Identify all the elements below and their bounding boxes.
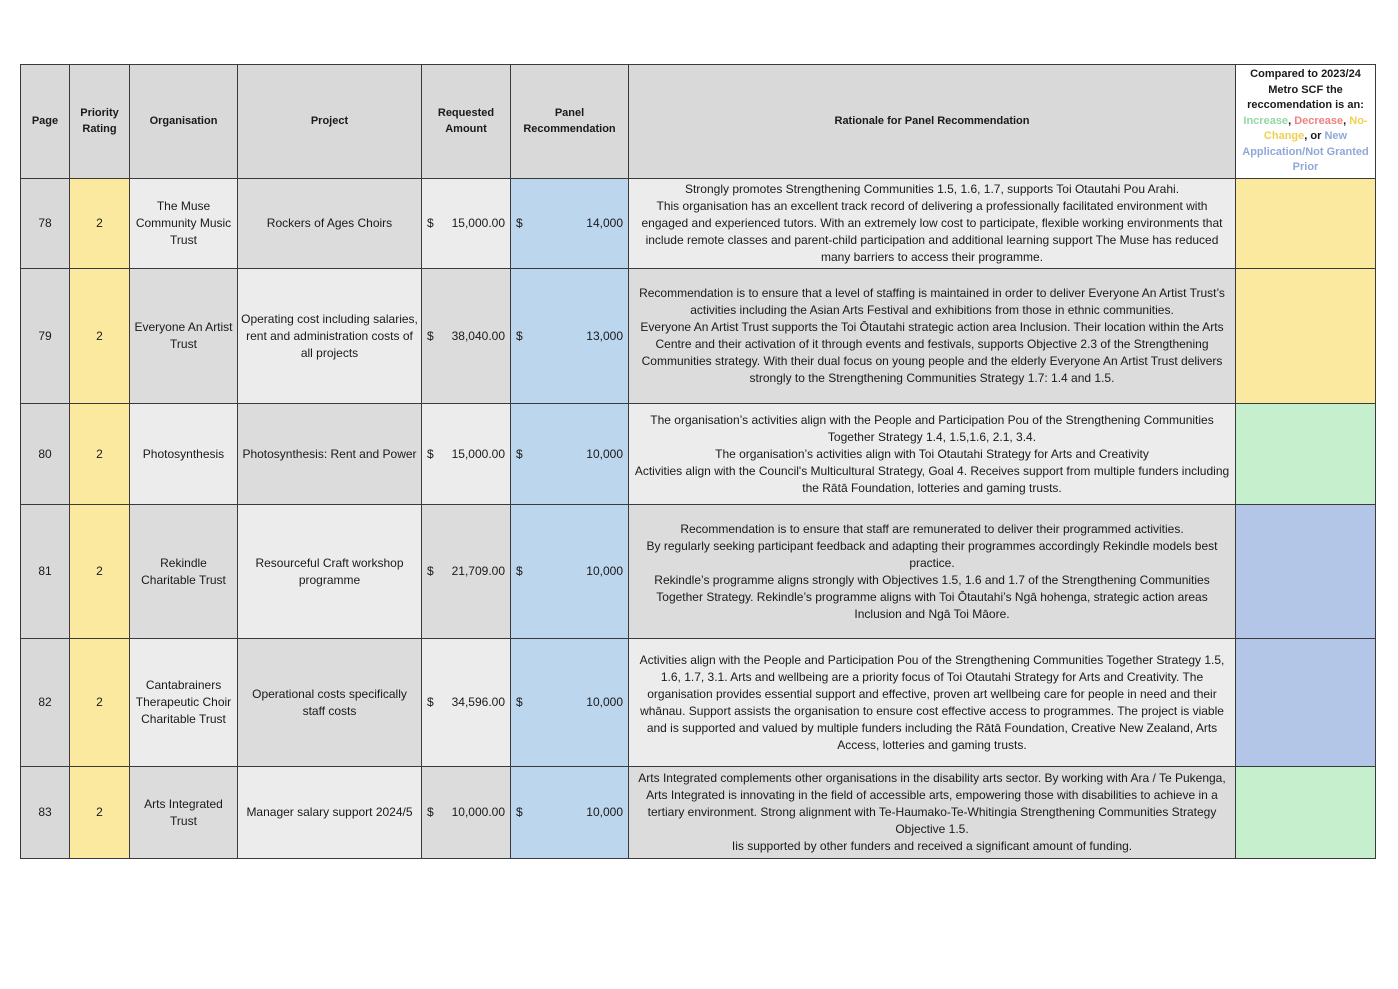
organisation-cell: The Muse Community Music Trust <box>130 179 238 269</box>
comparison-status-cell <box>1236 269 1376 404</box>
header-rationale: Rationale for Panel Recommendation <box>629 65 1236 179</box>
table-row <box>21 639 1376 767</box>
rationale-paragraph: Recommendation is to ensure that a level of staffing is maintained in order to deliver Everyone An Artist Trust’s activities including the Asian Arts Festival and exhibitions from those in ethnic communities. <box>639 286 1225 317</box>
comparison-prefix: Compared to 2023/24 Metro SCF the reccomendation is an: <box>1247 68 1364 112</box>
panel-recommendation-value: 14,000 <box>586 216 623 230</box>
priority-rating-cell: 2 <box>70 767 130 859</box>
panel-recommendation-value: 10,000 <box>586 564 623 578</box>
legend-no-change: No-Change <box>1263 114 1368 143</box>
project-cell: Manager salary support 2024/5 <box>238 767 422 859</box>
requested-amount-cell <box>422 767 511 859</box>
requested-amount-value: 38,040.00 <box>451 328 505 343</box>
organisation-cell: Photosynthesis <box>130 404 238 505</box>
header-requested: Requested Amount <box>422 65 511 179</box>
panel-recommendation-cell <box>511 269 629 404</box>
comparison-status-cell <box>1236 505 1376 639</box>
requested-amount-cell <box>422 404 511 505</box>
header-page: Page <box>21 65 70 179</box>
currency-symbol: $ <box>427 216 434 230</box>
header-organisation: Organisation <box>130 65 238 179</box>
requested-amount-cell <box>422 505 511 639</box>
priority-rating-cell: 2 <box>70 505 130 639</box>
comparison-status-cell <box>1236 767 1376 859</box>
project-cell: Rockers of Ages Choirs <box>238 179 422 269</box>
rationale-cell <box>629 639 1236 767</box>
page-number-cell: 81 <box>21 505 70 639</box>
legend-increase: Increase <box>1243 114 1289 127</box>
header-row <box>21 65 1376 179</box>
requested-amount-cell <box>422 179 511 269</box>
currency-symbol: $ <box>516 446 523 461</box>
rationale-paragraph: Arts Integrated complements other organisations in the disability arts sector. By working with Ara / Te Pukenga, Arts Integrated is innovating in the field of accessible arts, empowering those with disabilities to achieve in a tertiary environment. Strong alignment with Te-Haumako-Te-Whitingia Strengthening Communities Strategy Objective 1.5. <box>638 771 1226 836</box>
header-priority: Priority Rating <box>70 65 130 179</box>
requested-amount-value: 15,000.00 <box>451 216 505 230</box>
rationale-cell <box>629 269 1236 404</box>
rationale-cell <box>629 505 1236 639</box>
project-cell: Photosynthesis: Rent and Power <box>238 404 422 505</box>
funding-recommendations-table <box>20 64 1376 859</box>
page-number-cell: 83 <box>21 767 70 859</box>
currency-symbol: $ <box>516 564 523 578</box>
table-row <box>21 179 1376 269</box>
rationale-paragraph: This organisation has an excellent track record of delivering a professionally facilitated environment with engaged and experienced tutors. With an extremely low cost to participate, flexible working environments that include remote classes and parent-child participation and additional learning support The Muse has reduced many barriers to access their programme. <box>641 199 1223 264</box>
panel-recommendation-value: 10,000 <box>586 446 623 461</box>
panel-recommendation-cell <box>511 404 629 505</box>
table-row <box>21 269 1376 404</box>
rationale-paragraph: Strongly promotes Strengthening Communities 1.5, 1.6, 1.7, supports Toi Otautahi Pou Arahi. <box>684 182 1180 196</box>
rationale-paragraph: Iis supported by other funders and received a significant amount of funding. <box>731 839 1133 853</box>
organisation-cell: Arts Integrated Trust <box>130 767 238 859</box>
organisation-cell: Rekindle Charitable Trust <box>130 505 238 639</box>
rationale-cell <box>629 179 1236 269</box>
priority-rating-cell: 2 <box>70 179 130 269</box>
comparison-status-cell <box>1236 404 1376 505</box>
requested-amount-value: 15,000.00 <box>451 446 505 461</box>
table-row <box>21 404 1376 505</box>
header-comparison: Compared to 2023/24 Metro SCF the reccomendation is an: Increase, Decrease, No-Change, or New Application/Not Granted Prior <box>1236 65 1376 179</box>
currency-symbol: $ <box>427 805 434 819</box>
rationale-paragraph: Everyone An Artist Trust supports the Toi Ōtautahi strategic action area Inclusion. Their location within the Arts Centre and their activation of it through events and festivals, supports Objective 2.3 of the Strengthening Communities strategy. With their dual focus on young people and the elderly Everyone An Artist Trust delivers strongly to the Strengthening Communities Strategy 1.7: 1.4 and 1.5. <box>640 320 1224 385</box>
priority-rating-cell: 2 <box>70 269 130 404</box>
page-number-cell: 80 <box>21 404 70 505</box>
requested-amount-cell <box>422 269 511 404</box>
currency-symbol: $ <box>516 216 523 230</box>
currency-symbol: $ <box>427 695 434 709</box>
table-row <box>21 767 1376 859</box>
rationale-cell <box>629 767 1236 859</box>
requested-amount-cell <box>422 639 511 767</box>
rationale-paragraph: The organisation’s activities align with Toi Otautahi Strategy for Arts and Creativity <box>715 446 1149 461</box>
currency-symbol: $ <box>427 564 434 578</box>
table-body <box>21 179 1376 859</box>
panel-recommendation-value: 10,000 <box>586 805 623 819</box>
priority-rating-cell: 2 <box>70 639 130 767</box>
rationale-cell <box>629 404 1236 505</box>
rationale-paragraph: Rekindle’s programme aligns strongly with Objectives 1.5, 1.6 and 1.7 of the Strengthening Communities Together Strategy. Rekindle’s programme aligns with Toi Ōtautahi’s Ngā hohenga, strategic action areas Inclusion and Ngā Toi Māore. <box>654 572 1210 621</box>
rationale-paragraph: Activities align with the Council's Multicultural Strategy, Goal 4. Receives support from multiple funders including the Rātā Foundation, lotteries and gaming trusts. <box>634 463 1230 495</box>
legend-new-application: New Application/Not Granted Prior <box>1242 130 1369 174</box>
project-cell: Resourceful Craft workshop programme <box>238 505 422 639</box>
panel-recommendation-value: 13,000 <box>586 328 623 343</box>
currency-symbol: $ <box>516 695 523 709</box>
currency-symbol: $ <box>516 805 523 819</box>
rationale-paragraph: Activities align with the People and Participation Pou of the Strengthening Communities Together Strategy 1.5, 1.6, 1.7, 3.1. Arts and wellbeing are a priority focus of Toi Otautahi Strategy for Arts and Creativity. The organisation provides essential support and effective, proven art wellbeing care for people in need and their whānau. Support assists the organisation to ensure cost effective access to programmes. The project is viable and is supported and valued by multiple funders including the Rātā Foundation, Creative New Zealand, Arts Access, lotteries and gaming trusts. <box>639 652 1225 752</box>
organisation-cell: Everyone An Artist Trust <box>130 269 238 404</box>
comparison-status-cell <box>1236 639 1376 767</box>
project-cell: Operating cost including salaries, rent and administration costs of all projects <box>238 269 422 404</box>
currency-symbol: $ <box>427 446 434 461</box>
legend-or: or <box>1310 130 1322 143</box>
requested-amount-value: 21,709.00 <box>451 564 505 578</box>
project-cell: Operational costs specifically staff costs <box>238 639 422 767</box>
header-panel: Panel Recommendation <box>511 65 629 179</box>
requested-amount-value: 10,000.00 <box>451 805 505 819</box>
page-number-cell: 82 <box>21 639 70 767</box>
rationale-paragraph: The organisation’s activities align with the People and Participation Pou of the Strengthening Communities Together Strategy 1.4, 1.5,1.6, 2.1, 3.4. <box>650 412 1214 444</box>
panel-recommendation-value: 10,000 <box>586 695 623 709</box>
priority-rating-cell: 2 <box>70 404 130 505</box>
rationale-paragraph: By regularly seeking participant feedback and adapting their programmes accordingly Rekindle models best practice. <box>646 538 1218 570</box>
organisation-cell: Cantabrainers Therapeutic Choir Charitable Trust <box>130 639 238 767</box>
panel-recommendation-cell <box>511 505 629 639</box>
panel-recommendation-cell <box>511 179 629 269</box>
requested-amount-value: 34,596.00 <box>451 695 505 709</box>
header-project: Project <box>238 65 422 179</box>
legend-decrease: Decrease <box>1294 114 1344 127</box>
currency-symbol: $ <box>516 328 523 343</box>
panel-recommendation-cell <box>511 767 629 859</box>
currency-symbol: $ <box>427 328 434 343</box>
rationale-paragraph: Recommendation is to ensure that staff are remunerated to deliver their programmed activities. <box>680 521 1184 536</box>
panel-recommendation-cell <box>511 639 629 767</box>
table-row <box>21 505 1376 639</box>
page-number-cell: 78 <box>21 179 70 269</box>
page-number-cell: 79 <box>21 269 70 404</box>
comparison-status-cell <box>1236 179 1376 269</box>
